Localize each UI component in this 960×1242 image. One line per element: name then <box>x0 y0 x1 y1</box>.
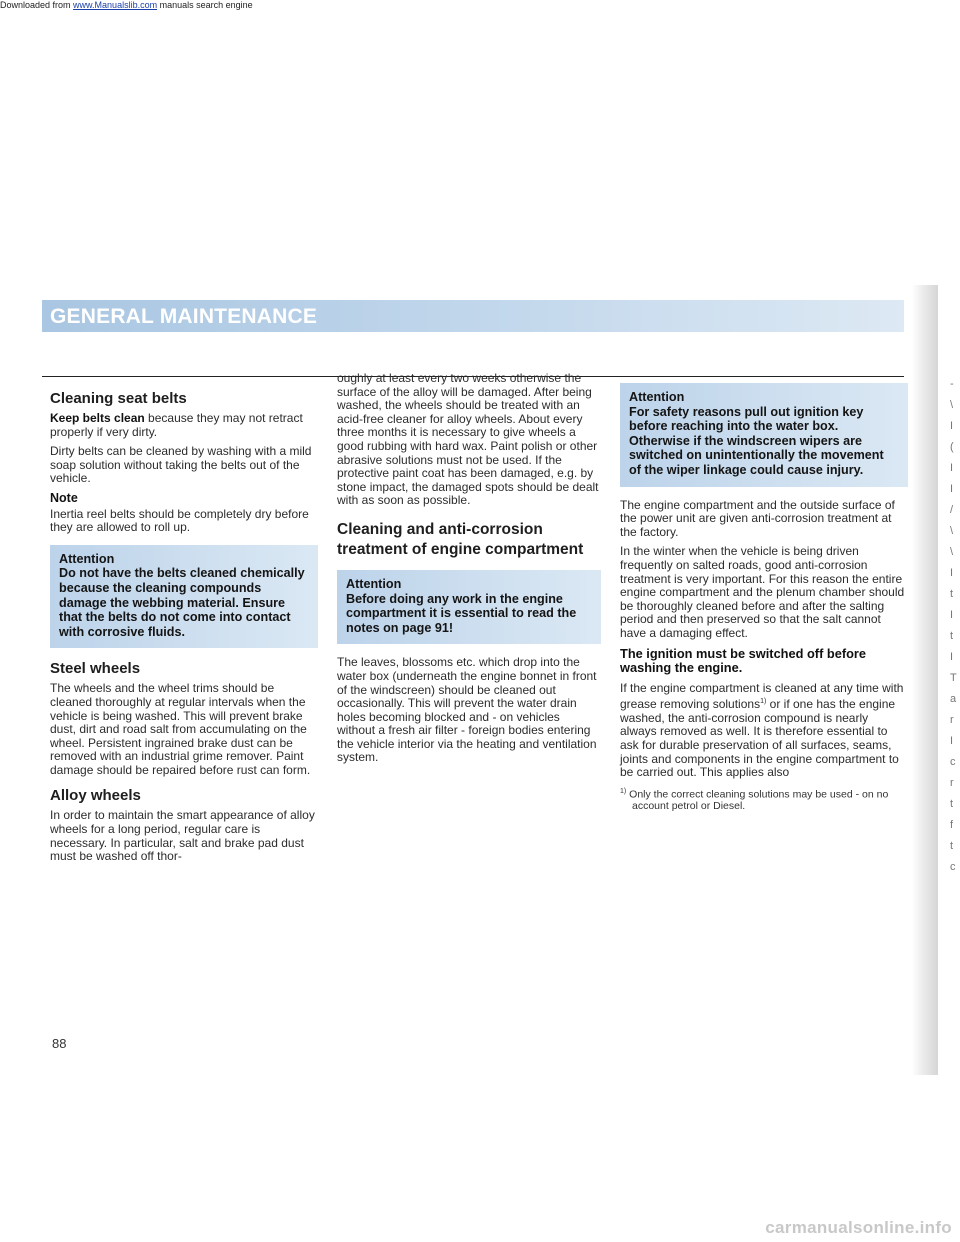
bleed-glyph: I <box>950 567 954 579</box>
grease-text-a: If the engine compartment is cleaned at any time with grease removing solutions <box>620 680 904 712</box>
bleed-glyph: I <box>950 420 954 432</box>
heading-cleaning-seat-belts: Cleaning seat belts <box>50 390 187 407</box>
ignition-warning: The ignition must be switched off before washing the engine. <box>620 645 866 676</box>
bleed-glyph: t <box>950 798 954 810</box>
paragraph-keep-belts-clean <box>50 412 318 439</box>
bleed-glyph: I <box>950 609 954 621</box>
paragraph-winter: In the winter when the vehicle is being driven frequently on salted roads, good anti-corrosion treatment is very important. For this reason the entire engine compartment and the plenum chamber should be thoroughly cleaned before and after the salting period and then preserved so that the salt cannot have a damaging effect. <box>620 544 905 640</box>
bleed-glyph: I <box>950 651 954 663</box>
paragraph-note: Inertia reel belts should be completely dry before they are allowed to roll up. <box>50 506 309 535</box>
bleed-glyph: t <box>950 588 954 600</box>
note-label: Note <box>50 490 78 505</box>
attention-text: Before doing any work in the engine compartment it is essential to read the notes on page 91! <box>346 591 577 635</box>
column-right <box>620 383 908 812</box>
bleed-glyph: \ <box>950 546 954 558</box>
bleed-glyph: c <box>950 756 956 768</box>
bleed-glyph: a <box>950 693 957 705</box>
bleed-glyph: I <box>950 462 954 474</box>
bleed-glyph: I <box>950 735 954 747</box>
download-header <box>0 0 600 10</box>
paragraph-steel-wheels: The wheels and the wheel trims should be cleaned thoroughly at regular intervals when the vehicle is being washed. This will prevent brake dust, dirt and road salt from accumulating on the wheel. Persistent ingrained brake dust can be removed with an industrial grime remover. Paint damage should be repaired before rust can form. <box>50 681 311 777</box>
download-prefix: Downloaded from <box>0 0 74 10</box>
page-title: GENERAL MAINTENANCE <box>50 305 318 328</box>
bleed-glyph: \ <box>950 525 954 537</box>
keep-belts-clean-bold: Keep belts clean <box>50 411 145 425</box>
bleed-glyph: t <box>950 840 954 852</box>
bleed-glyph: r <box>950 714 954 726</box>
attention-heading: Attention <box>629 390 685 404</box>
attention-heading: Attention <box>59 551 115 566</box>
footnote-mark: 1) <box>620 787 627 795</box>
section-banner <box>42 300 904 332</box>
heading-steel-wheels: Steel wheels <box>50 660 141 678</box>
page-edge-shadow <box>912 285 938 1075</box>
keep-belts-clean-text: because they may not retract properly if very dirty. <box>50 411 303 439</box>
attention-heading: Attention <box>346 576 402 591</box>
manualslib-link[interactable]: www.Manualslib.com <box>73 0 158 10</box>
heading-alloy-wheels: Alloy wheels <box>50 787 141 805</box>
paragraph-factory-treatment: The engine compartment and the outside surface of the power unit are given anti-corrosion treatment at the factory. <box>620 497 895 539</box>
bleed-glyph: t <box>950 630 954 642</box>
bleed-glyph: f <box>950 819 954 831</box>
attention-box-engine <box>337 570 601 644</box>
attention-text: For safety reasons pull out ignition key before reaching into the water box. Otherwise if the windscreen wipers are switched on unintentionally the movement of the wiper linkage could cause injury. <box>629 404 884 477</box>
bleed-glyph: - <box>950 378 954 390</box>
footnote <box>620 786 908 813</box>
column-left <box>50 390 318 870</box>
attention-box-ignition <box>620 383 908 487</box>
bleed-glyph: \ <box>950 399 954 411</box>
column-middle <box>337 372 601 771</box>
watermark: carmanualsonline.info <box>765 1218 952 1237</box>
bleed-glyph: / <box>950 504 954 516</box>
page-number: 88 <box>52 1036 67 1051</box>
bleed-glyph: ( <box>950 441 954 453</box>
paragraph-dirty-belts: Dirty belts can be cleaned by washing with a mild soap solution without taking the belts out of the vehicle. <box>50 444 312 486</box>
bleed-glyph: T <box>950 672 957 684</box>
bleed-glyph: c <box>950 861 956 873</box>
download-suffix: manuals search engine <box>157 0 253 10</box>
bleed-glyph: I <box>950 483 954 495</box>
paragraph-alloy-wheels: In order to maintain the smart appearance of alloy wheels for a long period, regular care is necessary. In particular, salt and brake pad dust must be washed off thor- <box>50 808 315 864</box>
attention-text: Do not have the belts cleaned chemically because the cleaning compounds damage the webbing material. Ensure that the belts do not come into contact with corrosive fluids. <box>59 566 305 639</box>
heading-engine-compartment: Cleaning and anti-corrosion treatment of engine compartment <box>337 520 584 558</box>
footnote-text: Only the correct cleaning solutions may be used - on no account petrol or Diesel. <box>626 788 889 813</box>
footnote-ref: 1) <box>760 698 767 706</box>
paragraph-alloy-continued: oughly at least every two weeks otherwise the surface of the alloy will be damaged. After being washed, the wheels should be treated with an acid-free cleaner for alloy wheels. About every three months it is necessary to give wheels a good rubbing with hard wax. Paint polish or other abrasive solutions must not be used. If the protective paint coat has been damaged, e.g. by stone impact, the damaged spots should be dealt with as soon as possible. <box>337 371 599 508</box>
grease-text-b: or if one has the engine washed, the anti-corrosion compound is nearly always removed as well. It is therefore essential to ask for durable preservation of all surfaces, seams, joints and components in the engine compartment to be carried out. This applies also <box>620 697 899 780</box>
paragraph-grease-solutions <box>620 682 908 780</box>
attention-box-belts <box>50 545 318 649</box>
bleed-glyph: r <box>950 777 954 789</box>
paragraph-water-box: The leaves, blossoms etc. which drop into the water box (underneath the engine bonnet in front of the windscreen) should be cleaned out occasionally. This will prevent the water drain holes becoming blocked and - on vehicles without a fresh air filter - foreign bodies entering the vehicle interior via the heating and ventilation system. <box>337 655 597 765</box>
